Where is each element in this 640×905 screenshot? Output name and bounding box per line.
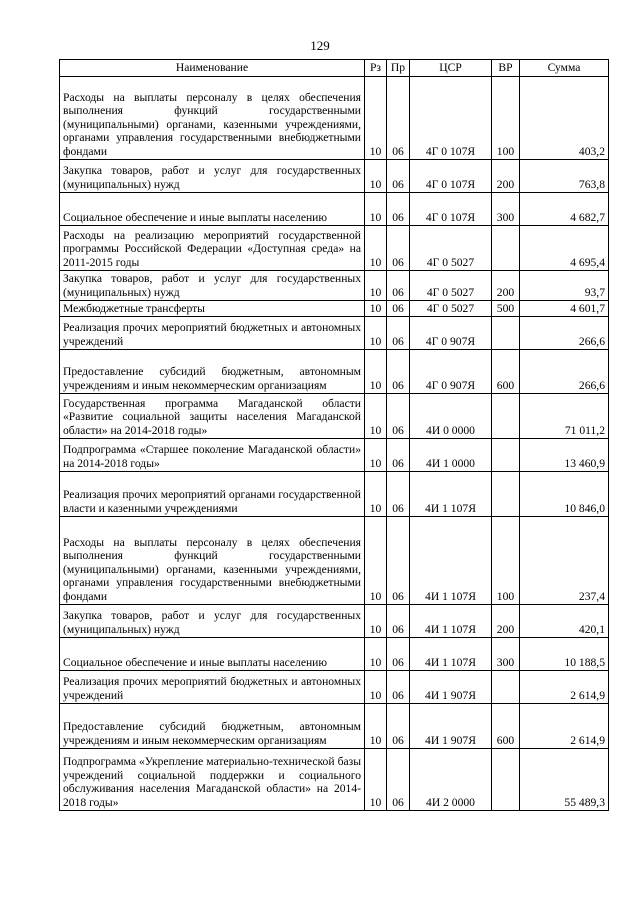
- row-rz: 10: [365, 605, 387, 638]
- row-rz: 10: [365, 439, 387, 472]
- row-pr: 06: [387, 439, 410, 472]
- row-csr: 4Г 0 107Я: [410, 160, 492, 193]
- row-csr: 4И 1 107Я: [410, 605, 492, 638]
- row-sum: 71 011,2: [520, 394, 609, 439]
- table-row: [60, 517, 609, 605]
- header-pr: Пр: [387, 60, 410, 77]
- row-vr: 100: [492, 517, 520, 605]
- table-row: [60, 317, 609, 350]
- table-row: [60, 638, 609, 671]
- row-rz: 10: [365, 704, 387, 749]
- row-vr: [492, 749, 520, 811]
- row-rz: 10: [365, 160, 387, 193]
- row-vr: [492, 394, 520, 439]
- table-row: [60, 671, 609, 704]
- row-name: Подпрограмма «Старшее поколение Магаданской области» на 2014-2018 годы»: [60, 439, 365, 472]
- row-vr: 600: [492, 704, 520, 749]
- row-pr: 06: [387, 517, 410, 605]
- row-rz: 10: [365, 749, 387, 811]
- row-pr: 06: [387, 749, 410, 811]
- row-csr: 4И 1 0000: [410, 439, 492, 472]
- row-vr: [492, 439, 520, 472]
- row-sum: 420,1: [520, 605, 609, 638]
- row-sum: 13 460,9: [520, 439, 609, 472]
- row-pr: 06: [387, 193, 410, 226]
- row-rz: 10: [365, 394, 387, 439]
- row-name: Закупка товаров, работ и услуг для государственных (муниципальных) нужд: [60, 605, 365, 638]
- table-row: [60, 472, 609, 517]
- row-rz: 10: [365, 271, 387, 301]
- row-csr: 4Г 0 907Я: [410, 350, 492, 394]
- row-pr: 06: [387, 160, 410, 193]
- row-sum: 4 695,4: [520, 226, 609, 271]
- row-sum: 93,7: [520, 271, 609, 301]
- row-name: Закупка товаров, работ и услуг для государственных (муниципальных) нужд: [60, 160, 365, 193]
- row-csr: 4Г 0 107Я: [410, 77, 492, 160]
- row-rz: 10: [365, 472, 387, 517]
- page-number: 129: [310, 38, 330, 53]
- row-name: Расходы на реализацию мероприятий государственной программы Российской Федерации «Доступная среда» на 2011-2015 годы: [60, 226, 365, 271]
- header-rz: Рз: [365, 60, 387, 77]
- row-rz: 10: [365, 517, 387, 605]
- row-vr: 100: [492, 77, 520, 160]
- row-pr: 06: [387, 394, 410, 439]
- row-csr: 4Г 0 907Я: [410, 317, 492, 350]
- row-name: Государственная программа Магаданской области «Развитие социальной защиты населения Магаданской области» на 2014-2018 годы»: [60, 394, 365, 439]
- table-row: [60, 271, 609, 301]
- row-vr: 200: [492, 271, 520, 301]
- row-csr: 4И 1 907Я: [410, 704, 492, 749]
- row-name: Предоставление субсидий бюджетным, автономным учреждениям и иным некоммерческим организациям: [60, 350, 365, 394]
- row-vr: [492, 472, 520, 517]
- row-csr: 4И 1 107Я: [410, 638, 492, 671]
- row-csr: 4Г 0 107Я: [410, 193, 492, 226]
- row-rz: 10: [365, 638, 387, 671]
- row-pr: 06: [387, 271, 410, 301]
- row-vr: [492, 671, 520, 704]
- row-name: Подпрограмма «Укрепление материально-технической базы учреждений социальной поддержки и социального обслуживания населения Магаданской области» на 2014-2018 годы»: [60, 749, 365, 811]
- table-row: [60, 226, 609, 271]
- row-rz: 10: [365, 193, 387, 226]
- row-name: Межбюджетные трансферты: [60, 301, 365, 317]
- table-row: [60, 749, 609, 811]
- header-vr: ВР: [492, 60, 520, 77]
- row-sum: 2 614,9: [520, 671, 609, 704]
- table-row: [60, 301, 609, 317]
- row-sum: 266,6: [520, 350, 609, 394]
- row-pr: 06: [387, 704, 410, 749]
- row-name: Социальное обеспечение и иные выплаты населению: [60, 638, 365, 671]
- header-sum: Сумма: [520, 60, 609, 77]
- row-sum: 763,8: [520, 160, 609, 193]
- row-name: Расходы на выплаты персоналу в целях обеспечения выполнения функций государственными (муниципальными) органами, казенными учреждениями, органами управления государственными внебюджетными фондами: [60, 77, 365, 160]
- table-row: [60, 193, 609, 226]
- budget-table: [59, 59, 609, 811]
- row-csr: 4И 1 907Я: [410, 671, 492, 704]
- row-vr: 300: [492, 638, 520, 671]
- row-pr: 06: [387, 671, 410, 704]
- row-sum: 266,6: [520, 317, 609, 350]
- row-vr: 300: [492, 193, 520, 226]
- table-row: [60, 394, 609, 439]
- row-sum: 237,4: [520, 517, 609, 605]
- header-csr: ЦСР: [410, 60, 492, 77]
- row-pr: 06: [387, 638, 410, 671]
- row-name: Социальное обеспечение и иные выплаты населению: [60, 193, 365, 226]
- row-vr: [492, 226, 520, 271]
- row-csr: 4И 2 0000: [410, 749, 492, 811]
- row-vr: 500: [492, 301, 520, 317]
- row-sum: 10 846,0: [520, 472, 609, 517]
- row-csr: 4Г 0 5027: [410, 301, 492, 317]
- table-row: [60, 439, 609, 472]
- row-csr: 4И 0 0000: [410, 394, 492, 439]
- row-name: Предоставление субсидий бюджетным, автономным учреждениям и иным некоммерческим организациям: [60, 704, 365, 749]
- table-row: [60, 350, 609, 394]
- row-name: Реализация прочих мероприятий бюджетных и автономных учреждений: [60, 317, 365, 350]
- row-name: Реализация прочих мероприятий бюджетных и автономных учреждений: [60, 671, 365, 704]
- table-row: [60, 77, 609, 160]
- row-rz: 10: [365, 671, 387, 704]
- row-name: Расходы на выплаты персоналу в целях обеспечения выполнения функций государственными (муниципальными) органами, казенными учреждениями, органами управления государственными внебюджетными фондами: [60, 517, 365, 605]
- row-rz: 10: [365, 226, 387, 271]
- row-sum: 55 489,3: [520, 749, 609, 811]
- row-vr: [492, 317, 520, 350]
- row-rz: 10: [365, 77, 387, 160]
- row-vr: 200: [492, 160, 520, 193]
- row-pr: 06: [387, 350, 410, 394]
- row-vr: 200: [492, 605, 520, 638]
- row-pr: 06: [387, 301, 410, 317]
- row-csr: 4И 1 107Я: [410, 472, 492, 517]
- row-sum: 2 614,9: [520, 704, 609, 749]
- row-pr: 06: [387, 226, 410, 271]
- row-rz: 10: [365, 301, 387, 317]
- table-header-row: [60, 60, 609, 77]
- row-sum: 4 601,7: [520, 301, 609, 317]
- row-pr: 06: [387, 317, 410, 350]
- table-row: [60, 160, 609, 193]
- table-row: [60, 605, 609, 638]
- row-csr: 4Г 0 5027: [410, 226, 492, 271]
- row-pr: 06: [387, 605, 410, 638]
- row-sum: 4 682,7: [520, 193, 609, 226]
- row-sum: 403,2: [520, 77, 609, 160]
- row-name: Закупка товаров, работ и услуг для государственных (муниципальных) нужд: [60, 271, 365, 301]
- row-csr: 4Г 0 5027: [410, 271, 492, 301]
- row-sum: 10 188,5: [520, 638, 609, 671]
- row-name: Реализация прочих мероприятий органами государственной власти и казенными учреждениями: [60, 472, 365, 517]
- row-vr: 600: [492, 350, 520, 394]
- header-name: Наименование: [60, 60, 365, 77]
- row-pr: 06: [387, 472, 410, 517]
- table-row: [60, 704, 609, 749]
- row-rz: 10: [365, 317, 387, 350]
- row-csr: 4И 1 107Я: [410, 517, 492, 605]
- row-pr: 06: [387, 77, 410, 160]
- row-rz: 10: [365, 350, 387, 394]
